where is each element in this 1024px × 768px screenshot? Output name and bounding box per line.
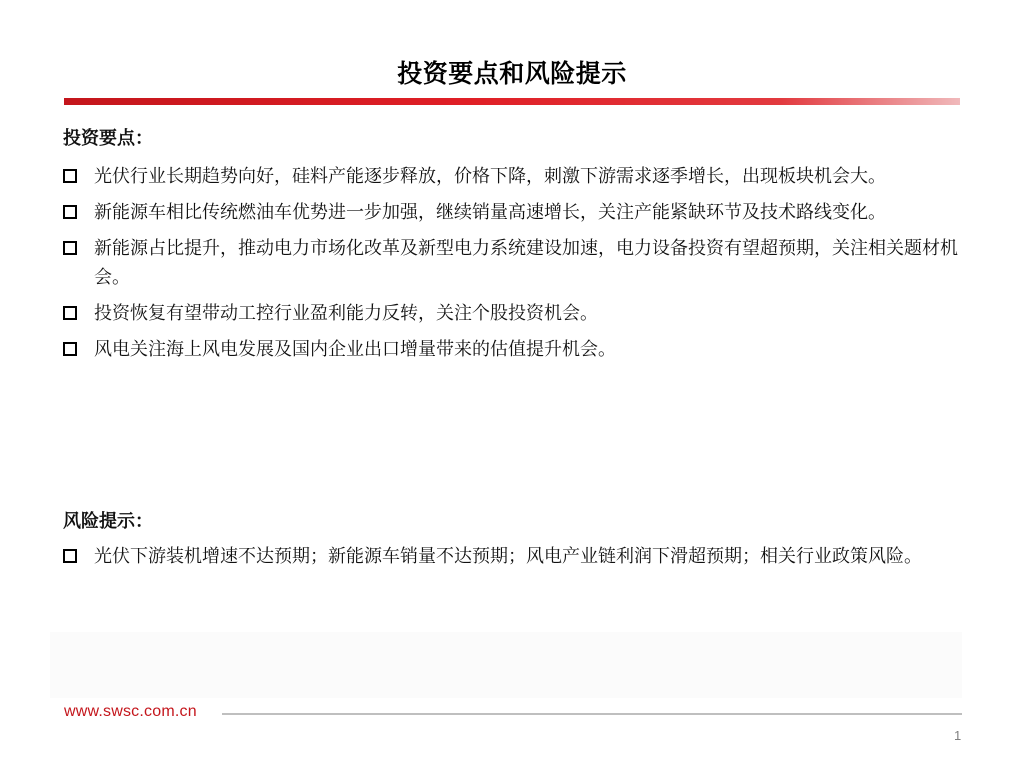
list-item: [63, 198, 963, 227]
risk-heading: 风险提示：: [63, 511, 153, 532]
list-item: [63, 299, 963, 328]
square-bullet-icon: [63, 241, 77, 255]
investment-heading: 投资要点：: [63, 128, 153, 149]
list-item: [63, 542, 963, 571]
square-bullet-icon: [63, 342, 77, 356]
square-bullet-icon: [63, 549, 77, 563]
footer-divider: [222, 713, 962, 715]
square-bullet-icon: [63, 306, 77, 320]
bullet-text: 新能源占比提升，推动电力市场化改革及新型电力系统建设加速，电力设备投资有望超预期，关注相关题材机会。: [94, 238, 958, 288]
investment-points-list: [63, 162, 963, 371]
page-number: 1: [954, 728, 962, 743]
bullet-text: 新能源车相比传统燃油车优势进一步加强，继续销量高速增长，关注产能紧缺环节及技术路线变化。: [94, 202, 886, 223]
page-title: 投资要点和风险提示: [397, 59, 627, 88]
empty-placeholder-area: [50, 632, 962, 698]
list-item: [63, 335, 963, 364]
bullet-text: 光伏行业长期趋势向好，硅料产能逐步释放，价格下降，刺激下游需求逐季增长，出现板块机会大。: [94, 166, 886, 187]
list-item: [63, 162, 963, 191]
footer-website-link[interactable]: www.swsc.com.cn: [64, 703, 197, 720]
title-underline-bar: [64, 98, 960, 105]
bullet-text: 风电关注海上风电发展及国内企业出口增量带来的估值提升机会。: [94, 339, 616, 360]
bullet-text: 光伏下游装机增速不达预期；新能源车销量不达预期；风电产业链利润下滑超预期；相关行业政策风险。: [94, 546, 922, 567]
bullet-text: 投资恢复有望带动工控行业盈利能力反转，关注个股投资机会。: [94, 303, 598, 324]
risk-points-list: [63, 542, 963, 578]
square-bullet-icon: [63, 169, 77, 183]
square-bullet-icon: [63, 205, 77, 219]
list-item: [63, 234, 963, 292]
